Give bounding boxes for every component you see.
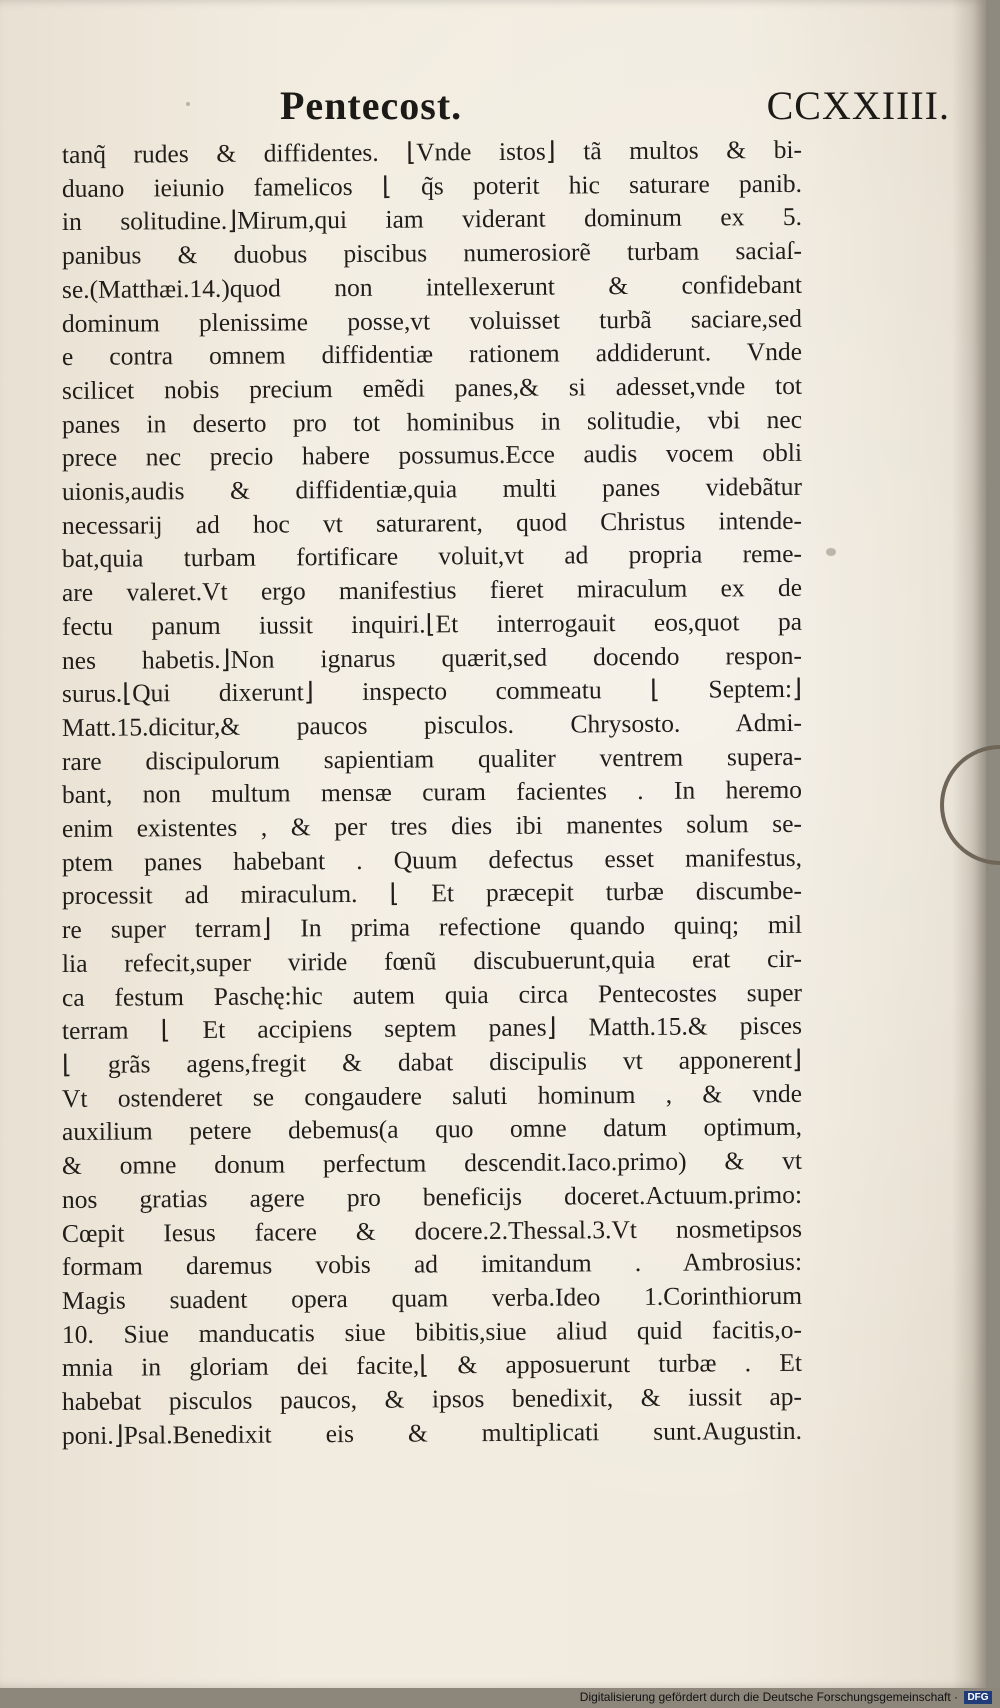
text-line: panes in deserto pro tot hominibus in solitudie, vbi nec bbox=[61, 404, 803, 439]
text-line: in solitudine.⌋Mirum,qui iam viderant dominum ex 5. bbox=[61, 202, 803, 237]
text-line: ca festum Paschę:hic autem quia circa Pentecostes super bbox=[61, 977, 803, 1012]
funding-credit: Digitalisierung gefördert durch die Deutsche Forschungsgemeinschaft · bbox=[579, 1690, 958, 1704]
text-line: bant, non multum mensæ curam facientes . In heremo bbox=[61, 775, 803, 810]
text-line: duano ieiunio famelicos ⌊ q̃s poterit hic saturare panib. bbox=[61, 168, 803, 203]
text-line: re super terram⌋ In prima refectione quando quinq; mil bbox=[61, 910, 803, 945]
running-head: Pentecost. bbox=[280, 83, 463, 128]
text-line: nes habetis.⌋Non ignarus quærit,sed docendo respon- bbox=[61, 640, 803, 675]
text-line: 10. Siue manducatis siue bibitis,siue aliud quid facitis,o- bbox=[61, 1314, 803, 1349]
text-line: Vt ostenderet se congaudere saluti hominum , & vnde bbox=[61, 1078, 803, 1113]
text-line: Matt.15.dicitur,& paucos pisculos. Chrysosto. Admi- bbox=[61, 707, 803, 742]
ink-spot bbox=[186, 102, 190, 106]
text-line: surus.⌊Qui dixerunt⌋ inspecto commeatu ⌊ Septem:⌋ bbox=[61, 674, 803, 709]
text-line: ptem panes habebant . Quum defectus esset manifestus, bbox=[61, 842, 803, 877]
text-line: terram ⌊ Et accipiens septem panes⌋ Matth.15.& pisces bbox=[61, 1011, 803, 1046]
text-line: uionis,audis & diffidentiæ,quia multi panes videbãtur bbox=[61, 471, 803, 507]
text-line: e contra omnem diffidentiæ rationem addiderunt. Vnde bbox=[61, 337, 803, 372]
text-line: necessarij ad hoc vt saturarent, quod Christus intende- bbox=[61, 505, 803, 540]
text-line: nos gratias agere pro beneficijs doceret.Actuum.primo: bbox=[61, 1179, 803, 1214]
text-line: Magis suadent opera quam verba.Ideo 1.Corinthiorum bbox=[61, 1280, 803, 1315]
text-line: enim existentes , & per tres dies ibi manentes solum se- bbox=[61, 808, 803, 844]
text-line: are valeret.Vt ergo manifestius fieret miraculum ex de bbox=[61, 572, 803, 608]
folio-number: CCXXIIII. bbox=[766, 83, 950, 128]
main-text-block bbox=[61, 134, 803, 1452]
text-line: habebat pisculos paucos, & ipsos benedixit, & iussit ap- bbox=[61, 1381, 803, 1417]
text-line: Cœpit Iesus facere & docere.2.Thessal.3.Vt nosmetipsos bbox=[61, 1213, 803, 1248]
page-header bbox=[270, 82, 950, 138]
text-line: fectu panum iussit inquiri.⌊Et interrogauit eos,quot pa bbox=[61, 606, 803, 641]
ink-spot bbox=[826, 548, 836, 556]
digitization-footer bbox=[0, 1688, 1000, 1708]
text-line: processit ad miraculum. ⌊ Et præcepit turbæ discumbe- bbox=[61, 876, 803, 911]
text-line: formam daremus vobis ad imitandum . Ambrosius: bbox=[61, 1247, 803, 1282]
text-line: scilicet nobis precium emẽdi panes,& si adesset,vnde tot bbox=[61, 370, 803, 405]
dfg-logo: DFG bbox=[964, 1691, 992, 1704]
text-line: lia refecit,super viride fœnũ discubuerunt,quia erat cir- bbox=[61, 943, 803, 978]
text-line: & omne donum perfectum descendit.Iaco.primo) & vt bbox=[61, 1145, 803, 1181]
text-line: panibus & duobus piscibus numerosiorẽ turbam saciaſ- bbox=[61, 235, 803, 271]
text-line: auxilium petere debemus(a quo omne datum optimum, bbox=[61, 1112, 803, 1147]
text-line: poni.⌋Psal.Benedixit eis & multiplicati sunt.Augustin. bbox=[61, 1415, 803, 1450]
text-line: rare discipulorum sapientiam qualiter ventrem supera- bbox=[61, 741, 803, 776]
text-line: mnia in gloriam dei facite,⌊ & apposuerunt turbæ . Et bbox=[61, 1348, 803, 1383]
text-line: prece nec precio habere possumus.Ecce audis vocem obli bbox=[61, 438, 803, 473]
text-line: ⌊ grãs agens,fregit & dabat discipulis vt apponerent⌋ bbox=[61, 1044, 803, 1079]
text-line: tanq̃ rudes & diffidentes. ⌊Vnde istos⌋ tã multos & bi- bbox=[61, 134, 803, 169]
text-line: bat,quia turbam fortificare voluit,vt ad propria reme- bbox=[61, 539, 803, 574]
text-line: se.(Matthæi.14.)quod non intellexerunt & confidebant bbox=[61, 269, 803, 304]
text-line: dominum plenissime posse,vt voluisset turbã saciare,sed bbox=[61, 303, 803, 338]
